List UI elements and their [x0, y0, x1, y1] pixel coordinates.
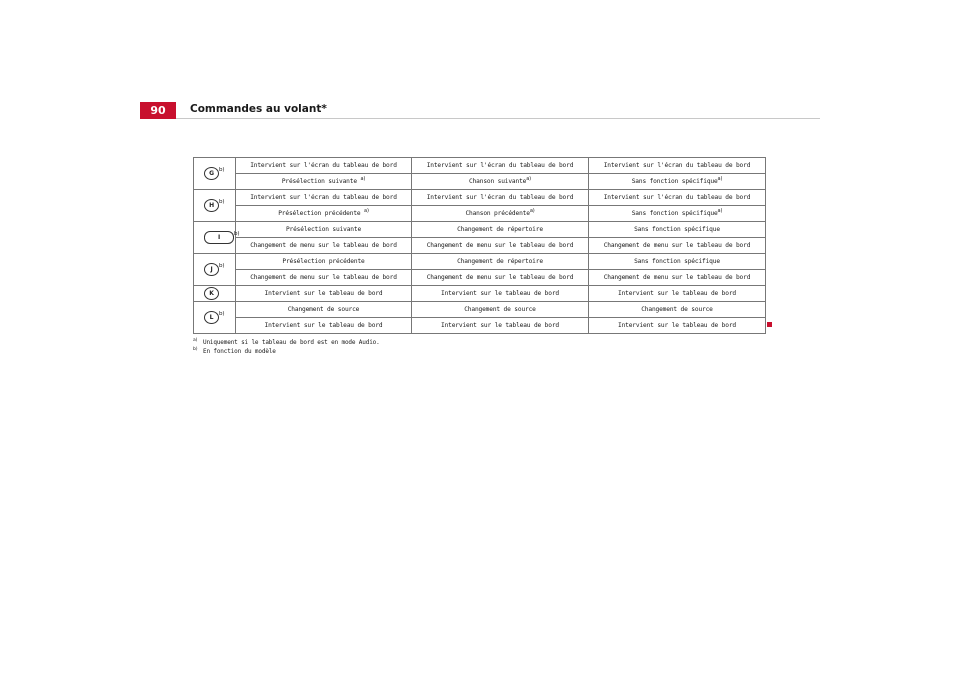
cell-text: Intervient sur le tableau de bord [441, 290, 559, 297]
cell-footnote-ref: a) [364, 207, 369, 214]
cell-text: Intervient sur l'écran du tableau de bord [250, 162, 397, 169]
cell-text: Présélection suivante [285, 226, 362, 233]
cell-footnote-ref: a) [526, 175, 531, 182]
table-cell [236, 158, 412, 174]
footnote-text: Uniquement si le tableau de bord est en mode Audio. [203, 339, 380, 346]
table-row [194, 254, 766, 270]
table-row [194, 286, 766, 302]
table-cell [412, 238, 589, 254]
cell-text: Changement de menu sur le tableau de bord [250, 242, 397, 249]
table-cell [236, 318, 412, 334]
table-cell [589, 206, 766, 222]
cell-text: Changement de menu sur le tableau de bord [603, 274, 751, 281]
control-button-j-icon: J [204, 263, 219, 276]
cell-footnote-ref: a) [529, 207, 535, 214]
table-row [194, 302, 766, 318]
cell-text: Changement de menu sur le tableau de bord [426, 274, 574, 281]
cell-text: Intervient sur l'écran du tableau de bord [603, 194, 751, 201]
cell-text: Intervient sur le tableau de bord [264, 290, 383, 297]
table-cell [236, 302, 412, 318]
table-cell [236, 238, 412, 254]
cell-text: Présélection précédente [282, 258, 365, 265]
table-row [194, 222, 766, 238]
footnote-mark: b) [193, 347, 198, 352]
table-cell [589, 190, 766, 206]
table-cell [589, 174, 766, 190]
table-cell [589, 222, 766, 238]
control-button-k-icon: K [204, 287, 219, 300]
table-cell [412, 270, 589, 286]
control-key-cell [194, 302, 236, 334]
cell-text: Intervient sur l'écran du tableau de bord [426, 194, 574, 201]
cell-text: Présélection suivante [281, 178, 361, 185]
cell-text: Chanson précédente [465, 210, 530, 217]
table-row [194, 190, 766, 206]
cell-text: Changement de menu sur le tableau de bord [426, 242, 574, 249]
cell-text: Changement de répertoire [457, 226, 543, 233]
table-cell [412, 190, 589, 206]
footnote-a [193, 338, 380, 347]
controls-table-body [194, 158, 766, 334]
cell-text: Intervient sur l'écran du tableau de bord [250, 194, 397, 201]
table-cell [412, 222, 589, 238]
table-cell [412, 206, 589, 222]
table-cell [589, 238, 766, 254]
control-button-h-icon: H [204, 199, 219, 212]
cell-footnote-ref: a) [717, 175, 723, 182]
table-cell [589, 318, 766, 334]
cell-text: Changement de source [464, 306, 536, 313]
cell-text: Intervient sur le tableau de bord [264, 322, 383, 329]
cell-text: Intervient sur l'écran du tableau de bord [426, 162, 574, 169]
control-key-cell [194, 254, 236, 286]
control-button-g-icon: G [204, 167, 219, 180]
footnote-text: En fonction du modèle [203, 348, 276, 355]
cell-text: Intervient sur l'écran du tableau de bord [603, 162, 751, 169]
table-cell [236, 206, 412, 222]
table-cell [589, 270, 766, 286]
table-cell [589, 254, 766, 270]
cell-footnote-ref: a) [360, 175, 366, 182]
table-cell [236, 222, 412, 238]
table-cell [412, 254, 589, 270]
control-key-cell [194, 158, 236, 190]
control-button-l-icon: L [204, 311, 219, 324]
page-number-badge [140, 102, 176, 119]
control-key-cell [194, 190, 236, 222]
cell-text: Présélection précédente [278, 210, 365, 217]
page-title: Commandes au volant* [190, 103, 327, 115]
cell-text: Changement de menu sur le tableau de bord [250, 274, 397, 281]
control-key-cell [194, 222, 240, 254]
cell-text: Intervient sur le tableau de bord [441, 322, 559, 329]
table-cell [589, 286, 766, 302]
footnote-mark: a) [193, 338, 198, 343]
table-row [194, 158, 766, 174]
cell-text: Changement de répertoire [457, 258, 543, 265]
table-cell [412, 158, 589, 174]
table-cell [236, 286, 412, 302]
table-cell [412, 286, 589, 302]
cell-text: Changement de menu sur le tableau de bord [603, 242, 751, 249]
control-key-note: b) [219, 311, 225, 317]
table-row [194, 270, 766, 286]
cell-footnote-ref: a) [717, 207, 723, 214]
cell-text: Sans fonction spécifique [631, 178, 718, 185]
cell-text: Sans fonction spécifique [634, 258, 720, 265]
table-cell [412, 318, 589, 334]
cell-text: Chanson suivante [469, 178, 527, 185]
control-key-note: b) [234, 231, 240, 237]
table-row [194, 206, 766, 222]
header-rule [140, 118, 820, 119]
table-cell [236, 254, 412, 270]
control-key-note: b) [219, 263, 225, 269]
table-cell [412, 302, 589, 318]
footnotes [193, 338, 380, 356]
control-button-i-icon: I [204, 231, 234, 244]
cell-text: Intervient sur le tableau de bord [618, 290, 736, 297]
page-number: 90 [150, 104, 166, 117]
table-row [194, 238, 766, 254]
table-cell [236, 190, 412, 206]
table-cell [589, 158, 766, 174]
cell-text: Changement de source [287, 306, 360, 313]
cell-text: Changement de source [641, 306, 713, 313]
table-row [194, 318, 766, 334]
control-key-note: b) [219, 199, 225, 205]
cell-text: Sans fonction spécifique [634, 226, 720, 233]
end-of-section-icon [767, 322, 772, 327]
steering-controls-table [193, 157, 766, 334]
cell-text: Sans fonction spécifique [631, 210, 718, 217]
table-cell [236, 270, 412, 286]
table-cell [589, 302, 766, 318]
table-cell [412, 174, 589, 190]
control-key-cell [194, 286, 236, 302]
footnote-b [193, 347, 380, 356]
table-row [194, 174, 766, 190]
cell-text: Intervient sur le tableau de bord [618, 322, 736, 329]
control-key-note: b) [219, 167, 225, 173]
table-cell [236, 174, 412, 190]
